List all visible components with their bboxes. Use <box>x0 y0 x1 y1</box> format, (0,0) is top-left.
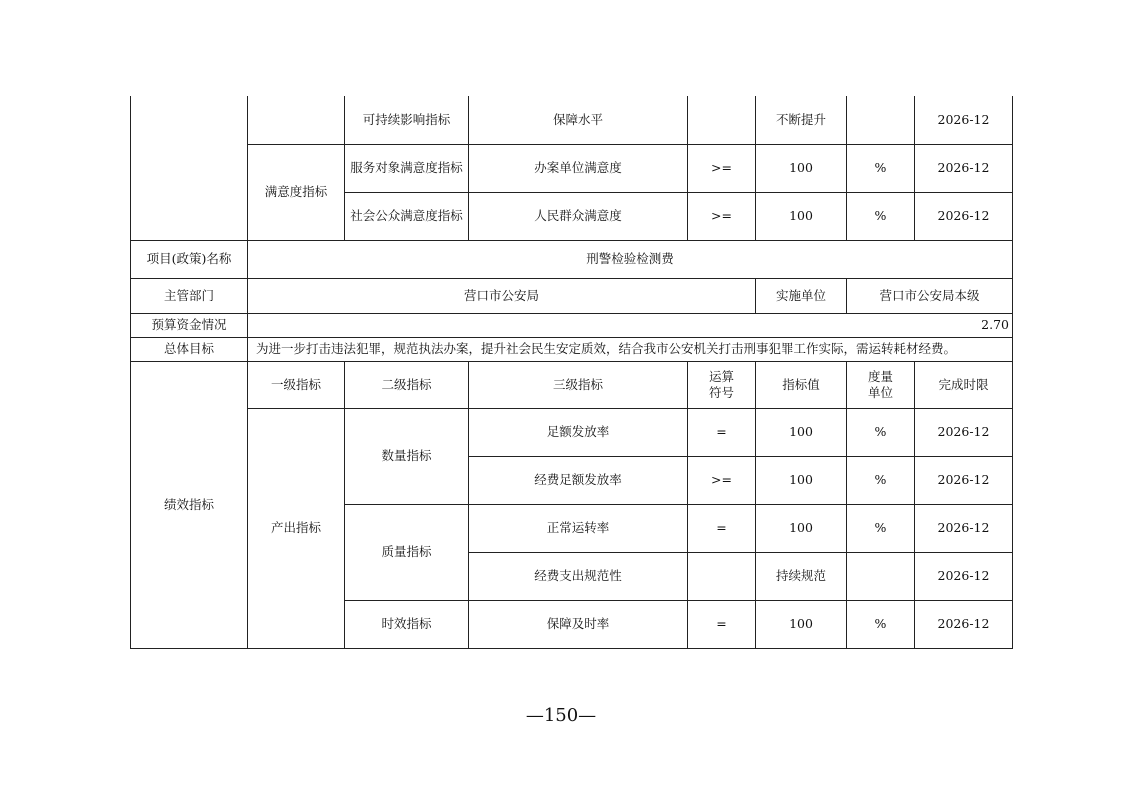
quantity-label: 数量指标 <box>345 408 469 504</box>
performance-table <box>130 96 1013 649</box>
project-name: 刑警检验检测费 <box>248 240 1013 278</box>
level2-cell: 可持续影响指标 <box>345 96 469 144</box>
table-row <box>131 337 1013 361</box>
header-value: 指标值 <box>756 361 847 408</box>
table-row <box>131 361 1013 408</box>
project-name-label: 项目(政策)名称 <box>131 240 248 278</box>
table-row <box>131 408 1013 456</box>
unit-cell <box>847 552 915 600</box>
level3-cell: 人民群众满意度 <box>469 192 688 240</box>
continued-cell <box>131 96 248 240</box>
header-op-line1: 运算 <box>708 368 734 384</box>
unit-cell <box>847 96 915 144</box>
budget-label: 预算资金情况 <box>131 313 248 337</box>
header-op-line2: 符号 <box>708 384 734 400</box>
table-row <box>131 278 1013 313</box>
level3-cell: 经费足额发放率 <box>469 456 688 504</box>
op-cell: >= <box>688 456 756 504</box>
header-unit <box>847 361 915 408</box>
op-cell <box>688 552 756 600</box>
op-cell: = <box>688 408 756 456</box>
perf-label: 绩效指标 <box>131 361 248 648</box>
value-cell: 不断提升 <box>756 96 847 144</box>
header-deadline: 完成时限 <box>915 361 1013 408</box>
timeliness-label: 时效指标 <box>345 600 469 648</box>
level3-cell: 足额发放率 <box>469 408 688 456</box>
value-cell: 100 <box>756 504 847 552</box>
level3-cell: 正常运转率 <box>469 504 688 552</box>
impl-value: 营口市公安局本级 <box>847 278 1013 313</box>
unit-cell: % <box>847 456 915 504</box>
page-number: —150— <box>525 705 597 726</box>
level3-cell: 经费支出规范性 <box>469 552 688 600</box>
deadline-cell: 2026-12 <box>915 96 1013 144</box>
unit-cell: % <box>847 600 915 648</box>
header-level1: 一级指标 <box>248 361 345 408</box>
table-row <box>131 144 1013 192</box>
value-cell: 100 <box>756 600 847 648</box>
table-row <box>131 96 1013 144</box>
goal-label: 总体目标 <box>131 337 248 361</box>
impl-label: 实施单位 <box>756 278 847 313</box>
deadline-cell: 2026-12 <box>915 144 1013 192</box>
unit-cell: % <box>847 144 915 192</box>
output-label: 产出指标 <box>248 408 345 648</box>
deadline-cell: 2026-12 <box>915 552 1013 600</box>
goal-value: 为进一步打击违法犯罪，规范执法办案，提升社会民生安定质效，结合我市公安机关打击刑事犯罪工作实际，需运转耗材经费。 <box>248 337 1013 361</box>
op-cell: = <box>688 600 756 648</box>
dept-label: 主管部门 <box>131 278 248 313</box>
header-unit-line2: 单位 <box>867 384 893 400</box>
op-cell <box>688 96 756 144</box>
table-row <box>131 313 1013 337</box>
header-level3: 三级指标 <box>469 361 688 408</box>
table-row <box>131 240 1013 278</box>
value-cell: 100 <box>756 408 847 456</box>
op-cell: >= <box>688 192 756 240</box>
unit-cell: % <box>847 408 915 456</box>
quality-label: 质量指标 <box>345 504 469 600</box>
satisfaction-label: 满意度指标 <box>248 144 345 240</box>
dept-value: 营口市公安局 <box>248 278 756 313</box>
level3-cell: 保障水平 <box>469 96 688 144</box>
header-unit-line1: 度量 <box>867 368 893 384</box>
deadline-cell: 2026-12 <box>915 456 1013 504</box>
unit-cell: % <box>847 504 915 552</box>
deadline-cell: 2026-12 <box>915 408 1013 456</box>
header-level2: 二级指标 <box>345 361 469 408</box>
level3-cell: 保障及时率 <box>469 600 688 648</box>
op-cell: = <box>688 504 756 552</box>
deadline-cell: 2026-12 <box>915 600 1013 648</box>
level2-cell: 服务对象满意度指标 <box>345 144 469 192</box>
value-cell: 100 <box>756 192 847 240</box>
deadline-cell: 2026-12 <box>915 192 1013 240</box>
unit-cell: % <box>847 192 915 240</box>
op-cell: >= <box>688 144 756 192</box>
header-op <box>688 361 756 408</box>
deadline-cell: 2026-12 <box>915 504 1013 552</box>
value-cell: 100 <box>756 144 847 192</box>
continued-level1-cell <box>248 96 345 144</box>
value-cell: 持续规范 <box>756 552 847 600</box>
level2-cell: 社会公众满意度指标 <box>345 192 469 240</box>
budget-value: 2.70 <box>248 313 1013 337</box>
value-cell: 100 <box>756 456 847 504</box>
level3-cell: 办案单位满意度 <box>469 144 688 192</box>
